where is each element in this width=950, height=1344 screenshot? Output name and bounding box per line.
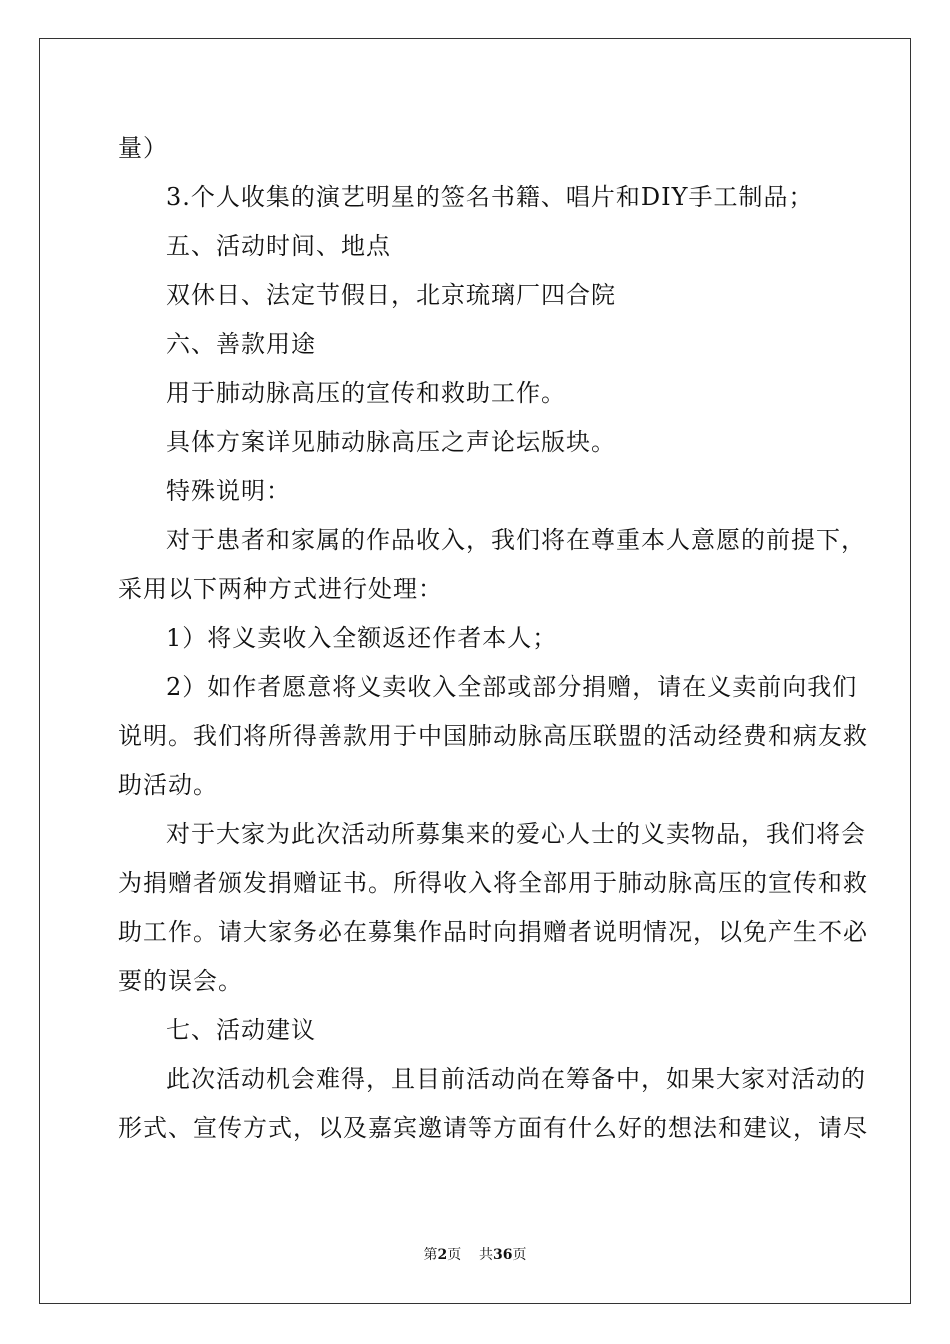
paragraph-line: 采用以下两种方式进行处理： — [118, 575, 443, 603]
paragraph-line: 助活动。 — [118, 771, 218, 799]
page-suffix: 页 — [447, 1247, 462, 1263]
paragraph-line: 1）将义卖收入全额返还作者本人； — [166, 624, 558, 652]
paragraph-line: 2）如作者愿意将义卖收入全部或部分捐赠，请在义卖前向我们 — [166, 673, 858, 701]
paragraph-line: 此次活动机会难得，且目前活动尚在筹备中，如果大家对活动的 — [166, 1065, 866, 1093]
paragraph-line: 要的误会。 — [118, 967, 243, 995]
paragraph-line: 对于患者和家属的作品收入，我们将在尊重本人意愿的前提下， — [166, 526, 866, 554]
paragraph-line: 用于肺动脉高压的宣传和救助工作。 — [166, 379, 566, 407]
total-pages: 36 — [493, 1247, 513, 1263]
paragraph-line: 具体方案详见肺动脉高压之声论坛版块。 — [166, 428, 616, 456]
paragraph-line: 双休日、法定节假日，北京琉璃厂四合院 — [166, 281, 616, 309]
page-footer — [0, 1244, 950, 1264]
paragraph-line: 特殊说明： — [166, 477, 291, 505]
total-prefix: 共 — [479, 1247, 494, 1263]
total-suffix: 页 — [512, 1247, 527, 1263]
paragraph-line: 对于大家为此次活动所募集来的爱心人士的义卖物品，我们将会 — [166, 820, 866, 848]
section-heading: 七、活动建议 — [166, 1016, 316, 1044]
paragraph-line: 助工作。请大家务必在募集作品时向捐赠者说明情况，以免产生不必 — [118, 918, 868, 946]
document-body — [118, 124, 868, 1153]
paragraph-line: 量） — [118, 134, 168, 162]
section-heading: 五、活动时间、地点 — [166, 232, 391, 260]
paragraph-line: 为捐赠者颁发捐赠证书。所得收入将全部用于肺动脉高压的宣传和救 — [118, 869, 868, 897]
paragraph-line: 3.个人收集的演艺明星的签名书籍、唱片和DIY手工制品； — [166, 183, 814, 211]
page-prefix: 第 — [423, 1247, 438, 1263]
paragraph-line: 说明。我们将所得善款用于中国肺动脉高压联盟的活动经费和病友救 — [118, 722, 868, 750]
page-number: 2 — [437, 1247, 448, 1263]
paragraph-line: 形式、宣传方式，以及嘉宾邀请等方面有什么好的想法和建议，请尽 — [118, 1114, 868, 1142]
section-heading: 六、善款用途 — [166, 330, 316, 358]
